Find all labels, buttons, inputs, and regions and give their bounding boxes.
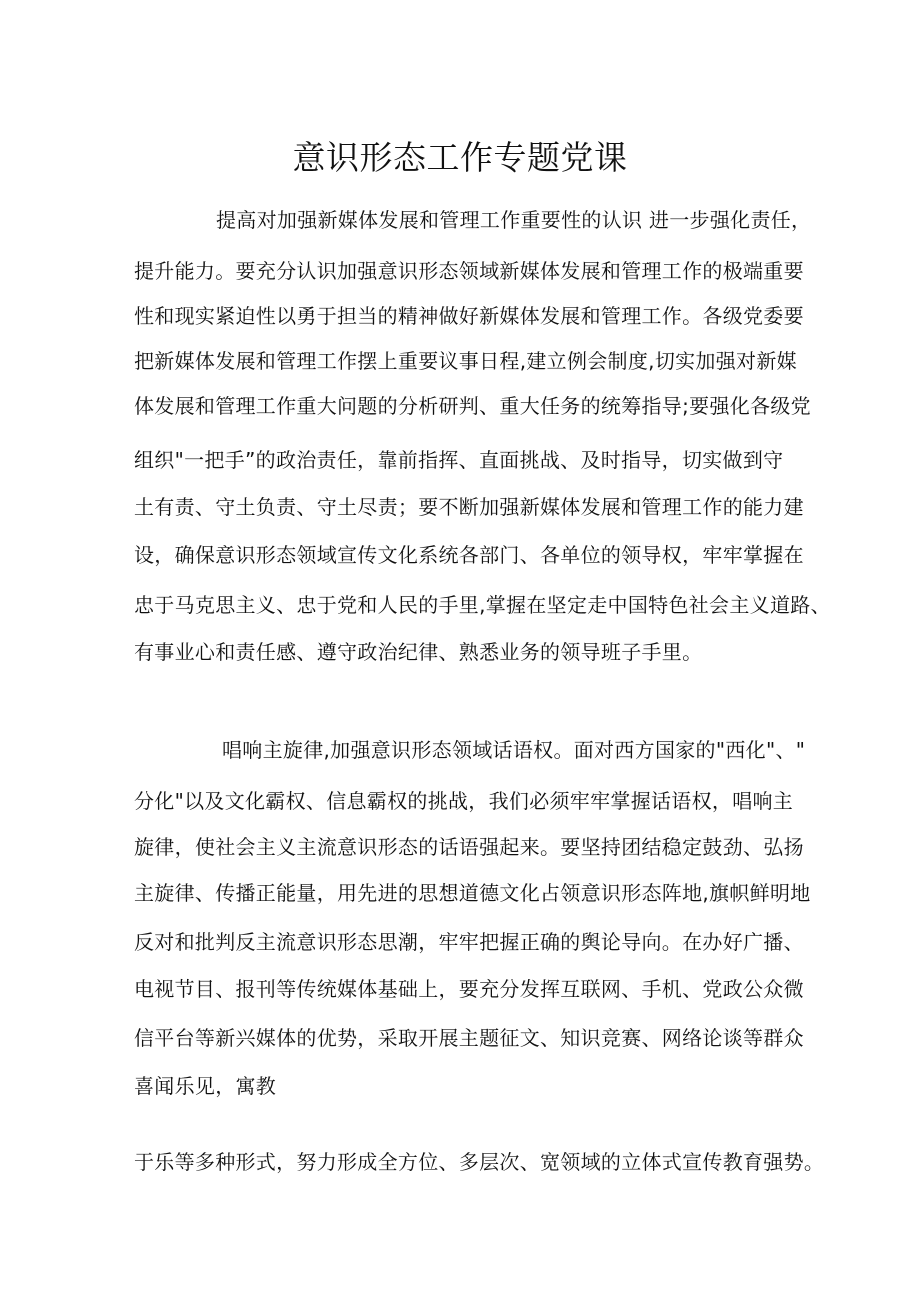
paragraph-1-line-1: 提高对加强新媒体发展和管理工作重要性的认识 进一步强化责任，: [216, 208, 812, 232]
paragraph-2-line-3: 旋律，使社会主义主流意识形态的话语强起来。要坚持团结稳定鼓劲、弘扬: [134, 835, 804, 859]
paragraph-1-line-2: 提升能力。要充分认识加强意识形态领域新媒体发展和管理工作的极端重要: [134, 259, 804, 283]
paragraph-2-line-7: 信平台等新兴媒体的优势，采取开展主题征文、知识竞赛、网络论谈等群众: [134, 1026, 804, 1050]
paragraph-1-line-7: 土有责、守土负责、守土尽责；要不断加强新媒体发展和管理工作的能力建: [134, 495, 804, 519]
paragraph-1-line-10: 有事业心和责任感、遵守政治纪律、熟悉业务的领导班子手里。: [134, 640, 703, 664]
paragraph-1-line-6: 组织"一把手”的政治责任，靠前指挥、直面挑战、及时指导，切实做到守: [134, 448, 784, 472]
document-title: 意识形态工作专题党课: [292, 138, 628, 177]
paragraph-1-line-4: 把新媒体发展和管理工作摆上重要议事日程,建立例会制度,切实加强对新媒: [134, 349, 797, 373]
paragraph-1-line-8: 设，确保意识形态领域宣传文化系统各部门、各单位的领导权，牢牢掌握在: [134, 543, 804, 567]
paragraph-2-line-6: 电视节目、报刊等传统媒体基础上，要充分发挥互联网、手机、党政公众微: [134, 977, 804, 1001]
paragraph-1-line-5: 体发展和管理工作重大问题的分析研判、重大任务的统筹指导;要强化各级党: [134, 394, 811, 418]
paragraph-2-line-5: 反对和批判反主流意识形态思潮，牢牢把握正确的舆论导向。在办好广播、: [134, 930, 804, 954]
paragraph-1-line-9: 忠于马克思主义、忠于党和人民的手里,掌握在坚定走中国特色社会主义道路、: [134, 593, 831, 617]
paragraph-2-line-8: 喜闻乐见，寓教: [134, 1074, 277, 1098]
paragraph-2-line-2: 分化"以及文化霸权、信息霸权的挑战，我们必须牢牢掌握话语权，唱响主: [134, 789, 794, 813]
paragraph-3-line-1: 于乐等多种形式，努力形成全方位、多层次、宽领域的立体式宣传教育强势。: [134, 1150, 825, 1174]
paragraph-2-line-4: 主旋律、传播正能量，用先进的思想道德文化占领意识形态阵地,旗帜鲜明地: [134, 881, 811, 905]
paragraph-2-line-1: 唱响主旋律,加强意识形态领域话语权。面对西方国家的"西化"、": [222, 738, 806, 762]
paragraph-1-line-3: 性和现实紧迫性以勇于担当的精神做好新媒体发展和管理工作。各级党委要: [134, 304, 804, 328]
